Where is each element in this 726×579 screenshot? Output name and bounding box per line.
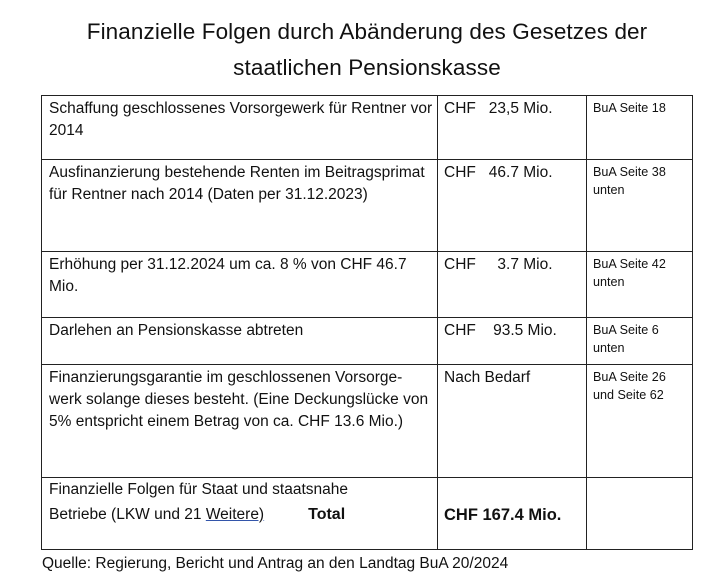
- description-cell: [42, 252, 438, 318]
- title-line-1: Finanzielle Folgen durch Abänderung des Gesetzes der: [86, 19, 648, 44]
- total-reference-cell: [587, 478, 693, 550]
- row-reference: BuA Seite 6 unten: [593, 323, 659, 355]
- row-amount: Nach Bedarf: [444, 369, 531, 386]
- reference-cell: [587, 96, 693, 160]
- total-reference: [587, 478, 692, 481]
- row-description: Erhöhung per 31.12.2024 um ca. 8 % von CHF 46.7 Mio.: [49, 256, 407, 295]
- description-cell: [42, 318, 438, 365]
- title-line-2: staatlichen Pensionskasse: [233, 55, 501, 80]
- reference-cell: [587, 252, 693, 318]
- total-description-cell: [42, 478, 438, 550]
- row-reference: BuA Seite 18: [593, 101, 666, 115]
- total-amount: CHF 167.4 Mio.: [444, 506, 562, 524]
- table-row: [42, 252, 693, 318]
- description-cell: [42, 160, 438, 252]
- row-amount: CHF 93.5 Mio.: [444, 322, 557, 339]
- row-amount: CHF 3.7 Mio.: [444, 256, 553, 273]
- row-reference: BuA Seite 42 unten: [593, 257, 666, 289]
- row-amount: CHF 46.7 Mio.: [444, 164, 553, 181]
- row-reference: BuA Seite 26 und Seite 62: [593, 370, 666, 402]
- reference-cell: [587, 365, 693, 478]
- total-description: [42, 478, 437, 526]
- total-description-underlined: Weitere): [205, 506, 265, 523]
- row-amount: CHF 23,5 Mio.: [444, 100, 553, 117]
- row-description: Schaffung geschlossenes Vorsorgewerk für Rentner vor 2014: [49, 100, 433, 139]
- total-amount-cell: [438, 478, 587, 550]
- description-cell: [42, 96, 438, 160]
- source-note: Quelle: Regierung, Bericht und Antrag an den Landtag BuA 20/2024: [42, 555, 509, 572]
- reference-cell: [587, 318, 693, 365]
- table-row: [42, 318, 693, 365]
- total-label: Total: [308, 506, 346, 523]
- description-cell: [42, 365, 438, 478]
- table-row: [42, 96, 693, 160]
- total-row: [42, 478, 693, 550]
- amount-cell: [438, 365, 587, 478]
- row-description: Finanzierungsgarantie im geschlossenen Vorsorge-werk solange dieses besteht. (Eine Deckungslücke von 5% entspricht einem Betrag von ca. CHF 13.6 Mio.): [49, 369, 429, 430]
- document-title: [0, 14, 726, 86]
- financial-consequences-table: [41, 95, 693, 550]
- amount-cell: [438, 96, 587, 160]
- row-description: Darlehen an Pensionskasse abtreten: [49, 322, 304, 339]
- row-reference: BuA Seite 38 unten: [593, 165, 666, 197]
- total-description-prefix: Betriebe (LKW und 21: [49, 506, 206, 523]
- amount-cell: [438, 252, 587, 318]
- reference-cell: [587, 160, 693, 252]
- total-description-line-1: Finanzielle Folgen für Staat und staatsnahe: [49, 481, 348, 498]
- amount-cell: [438, 318, 587, 365]
- amount-cell: [438, 160, 587, 252]
- table-row: [42, 160, 693, 252]
- row-description: Ausfinanzierung bestehende Renten im Beitragsprimat für Rentner nach 2014 (Daten per 31.12.2023): [49, 164, 425, 203]
- table-row: [42, 365, 693, 478]
- total-description-line-2: [49, 504, 433, 526]
